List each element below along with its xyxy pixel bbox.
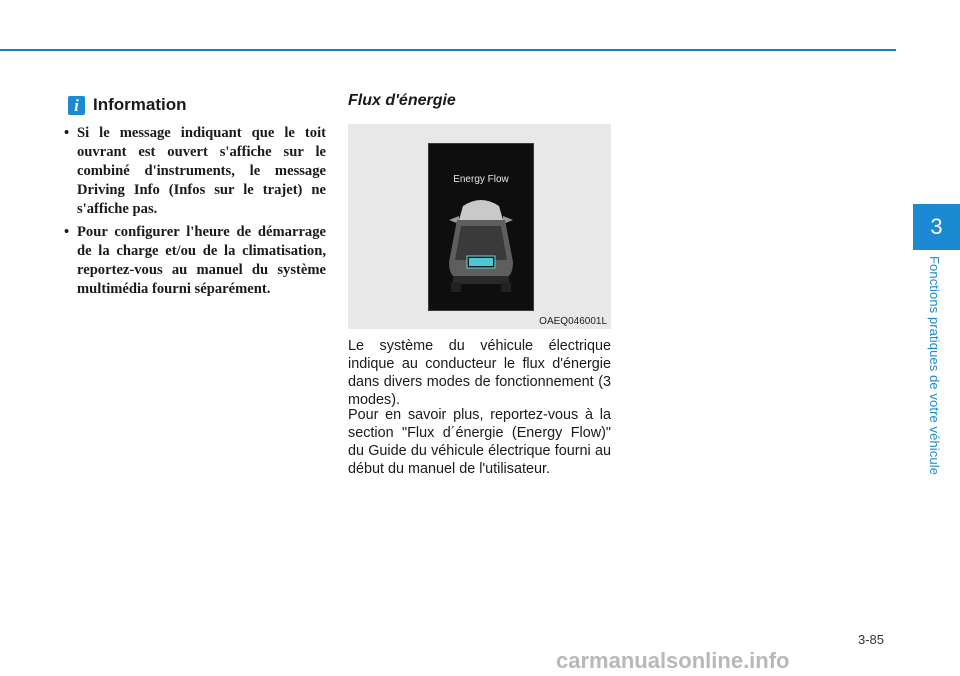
info-icon: i (68, 96, 85, 115)
car-rear-window (459, 200, 503, 220)
chapter-label: Fonctions pratiques de votre véhicule (927, 256, 942, 476)
energy-flow-figure (348, 124, 611, 329)
car-body-shade (455, 226, 507, 260)
watermark: carmanualsonline.info (556, 648, 790, 673)
info-bullet-list (62, 124, 326, 303)
info-bullet: • Si le message indiquant que le toit ouvrant est ouvert s'affiche sur le combiné d'instruments, le message Driving Info (Infos sur le trajet) ne s'affiche pas. (62, 124, 326, 219)
car-bumper (453, 276, 509, 284)
info-header (68, 95, 187, 115)
cluster-screen (428, 143, 534, 311)
info-bullet: • Pour configurer l'heure de démarrage de la charge et/ou de la climatisation, reportez-vous au manuel du système multimédia fourni séparément. (62, 223, 326, 299)
page-number: 3-85 (858, 632, 885, 647)
figure-code: OAEQ046001L (539, 316, 607, 327)
section-title: Flux d'énergie (348, 92, 456, 109)
screen-label: Energy Flow (453, 174, 509, 185)
header-rule (0, 49, 896, 51)
car-wheel-right (501, 282, 511, 292)
paragraph: Le système du véhicule électrique indique au conducteur le flux d'énergie dans divers modes de fonctionnement (3 modes). (348, 338, 611, 408)
chapter-tab: 3 (913, 204, 960, 250)
car-illustration (429, 144, 533, 310)
car-wheel-left (451, 282, 461, 292)
paragraph: Pour en savoir plus, reportez-vous à la section "Flux d´énergie (Energy Flow)" du Guide du véhicule électrique fourni au début du manuel de l'utilisateur. (348, 407, 611, 477)
info-title: Information (93, 95, 187, 114)
battery-charge (469, 258, 493, 266)
